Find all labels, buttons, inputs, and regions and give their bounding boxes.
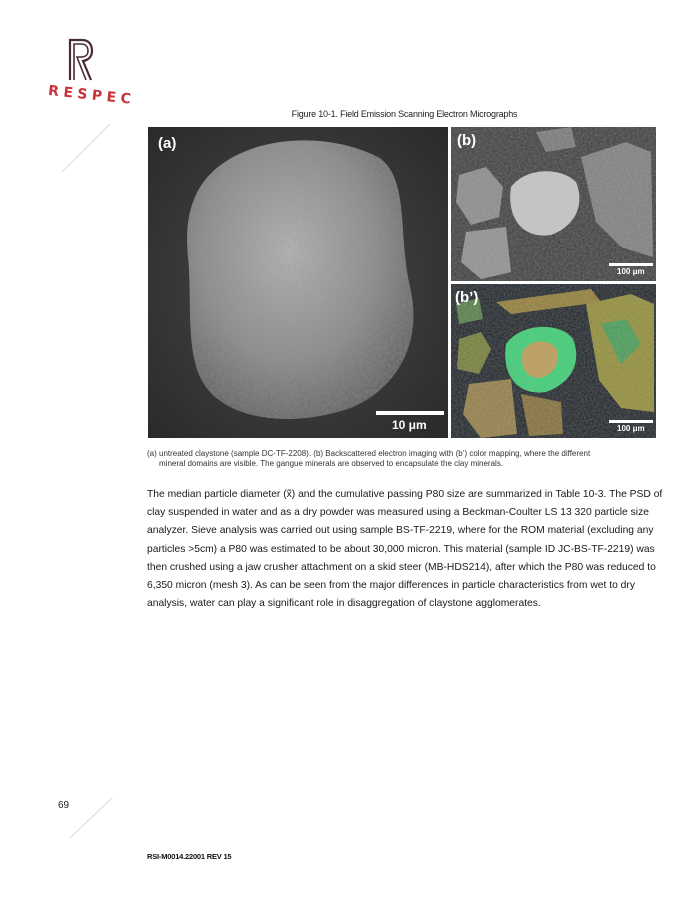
respec-r-mark-icon (64, 36, 94, 82)
figure-title: Figure 10-1. Field Emission Scanning Electron Micrographs (291, 109, 518, 119)
panel-b-prime-label: (b’) (455, 289, 479, 306)
body-paragraph: The median particle diameter (x̃) and the cumulative passing P80 size are summarized in Table 10-3. The PSD of clay suspended in water and as a dry powder was measured using a Beckman-Coulter LS 13 320 particle size analyzer. Sieve analysis was carried out using sample BS-TF-2219, where for the ROM material (excluding any particles >5cm) a P80 was estimated to be about 30,000 micron. This material (sample ID JC-BS-TF-2219) was then crushed using a jaw crusher attachment on a skid steer (MB-HDS214), after which the P80 was reduced to 6,350 micron (mesh 3). As can be seen from the major differences in particle characteristics from wet to dry analysis, water can play a significant role in disaggregation of claystone agglomerates. (147, 489, 663, 610)
panel-b-prime-scale-label: 100 μm (617, 424, 645, 433)
color-mapping-image (451, 284, 656, 438)
caption-line-1: (a) untreated claystone (sample DC-TF-2208). (b) Backscattered electron imaging with (b’) color mapping, where the different (147, 449, 591, 458)
sem-panel-b (451, 127, 656, 281)
respec-logo (46, 36, 137, 109)
caption-line-2: mineral domains are visible. The gangue minerals are observed to encapsulate the clay minerals. (159, 459, 504, 468)
panel-b-scale-label: 100 μm (617, 267, 645, 276)
panel-b-label: (b) (457, 132, 477, 149)
panel-a-label: (a) (158, 135, 177, 152)
panel-a-scale-label: 10 μm (392, 418, 427, 432)
backscattered-image (451, 127, 656, 281)
respec-wordmark: RESPEC (47, 83, 137, 109)
panel-a-scale-bar (376, 411, 446, 435)
claystone-particle-image (148, 127, 448, 438)
page-number: 69 (58, 800, 70, 811)
panel-b-scale-bar (609, 263, 655, 280)
figure-caption (147, 449, 667, 469)
panel-b-prime-scale-bar (609, 420, 655, 437)
sem-panel-b-prime (451, 284, 656, 438)
sem-panel-a (148, 127, 448, 438)
document-id: RSI-M0014.22001 REV 15 (147, 852, 232, 861)
